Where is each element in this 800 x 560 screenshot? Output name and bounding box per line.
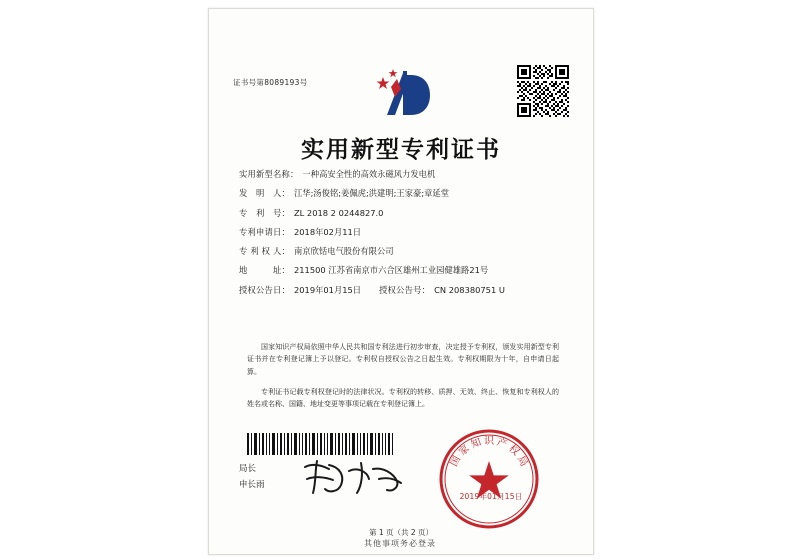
field-value: 211500 江苏省南京市六合区雄州工业园健雄路21号 <box>293 265 489 276</box>
field-address <box>239 265 569 276</box>
field-label: 专利申请日： <box>239 226 290 237</box>
certificate-sheet <box>208 8 594 555</box>
handwritten-signature <box>299 457 407 499</box>
seal-date: 2019年01月15日 <box>459 492 523 501</box>
field-label-grant-number: 授权公告号： <box>379 284 431 295</box>
legal-paragraphs <box>247 341 559 418</box>
field-value: 江华;汤俊铭;姜佩虎;洪建明;王家豪;章延堂 <box>293 188 450 199</box>
certificate-number: 证书号第8089193号 <box>233 78 308 87</box>
footer-note: 其他事项务必登录 <box>364 539 436 548</box>
field-label: 专 利 号： <box>239 207 290 218</box>
field-value: ZL 2018 2 0244827.0 <box>293 207 384 218</box>
field-label: 专 利 权 人： <box>239 246 290 257</box>
field-patent-number <box>239 208 569 219</box>
field-utility-model-name <box>239 169 569 180</box>
svg-text:知: 知 <box>469 436 483 451</box>
patent-office-logo-icon <box>373 65 437 121</box>
qr-code <box>517 65 569 117</box>
paragraph-1: 国家知识产权局依照中华人民共和国专利法进行初步审查，决定授予专利权，颁发实用新型专利证书并在专利登记簿上予以登记。专利权自授权公告之日起生效。专利权期限为十年，自申请日起算。 <box>247 343 559 376</box>
field-label: 地 址： <box>239 265 290 276</box>
svg-text:国: 国 <box>448 454 464 469</box>
field-value-grant-number: CN 208380751 U <box>434 284 505 295</box>
svg-text:权: 权 <box>506 443 521 459</box>
field-application-date <box>239 227 569 238</box>
paragraph-2: 专利证书记载专利权登记时的法律状况。专利权的转移、质押、无效、终止、恢复和专利权人的姓名或名称、国籍、地址变更等事项记载在专利登记簿上。 <box>247 387 559 408</box>
svg-text:家: 家 <box>457 443 472 459</box>
field-label: 实用新型名称： <box>239 169 299 179</box>
official-seal <box>437 427 541 531</box>
certificate-title: 实用新型专利证书 <box>301 137 501 163</box>
field-value: 一种高安全性的高效永磁风力发电机 <box>302 169 436 179</box>
field-value-grant-date: 2019年01月15日 <box>293 284 362 295</box>
signature-role: 局长 <box>239 464 257 474</box>
svg-text:识: 识 <box>484 436 494 447</box>
field-value: 2018年02月11日 <box>293 226 362 237</box>
page-indicator: 第 1 页（共 2 页） <box>368 528 434 537</box>
certificate-fields <box>239 169 569 304</box>
field-patentee <box>239 246 569 257</box>
signature-name: 申长雨 <box>239 480 265 491</box>
field-grant-announcement <box>239 285 569 296</box>
svg-text:产: 产 <box>495 436 509 451</box>
field-label-grant-date: 授权公告日： <box>239 284 290 295</box>
signature-block <box>239 461 265 493</box>
svg-text:局: 局 <box>514 454 530 469</box>
field-value: 南京欣铦电气股份有限公司 <box>294 246 394 257</box>
field-inventors <box>239 188 569 199</box>
barcode <box>245 433 395 455</box>
field-label: 发 明 人： <box>239 188 290 199</box>
